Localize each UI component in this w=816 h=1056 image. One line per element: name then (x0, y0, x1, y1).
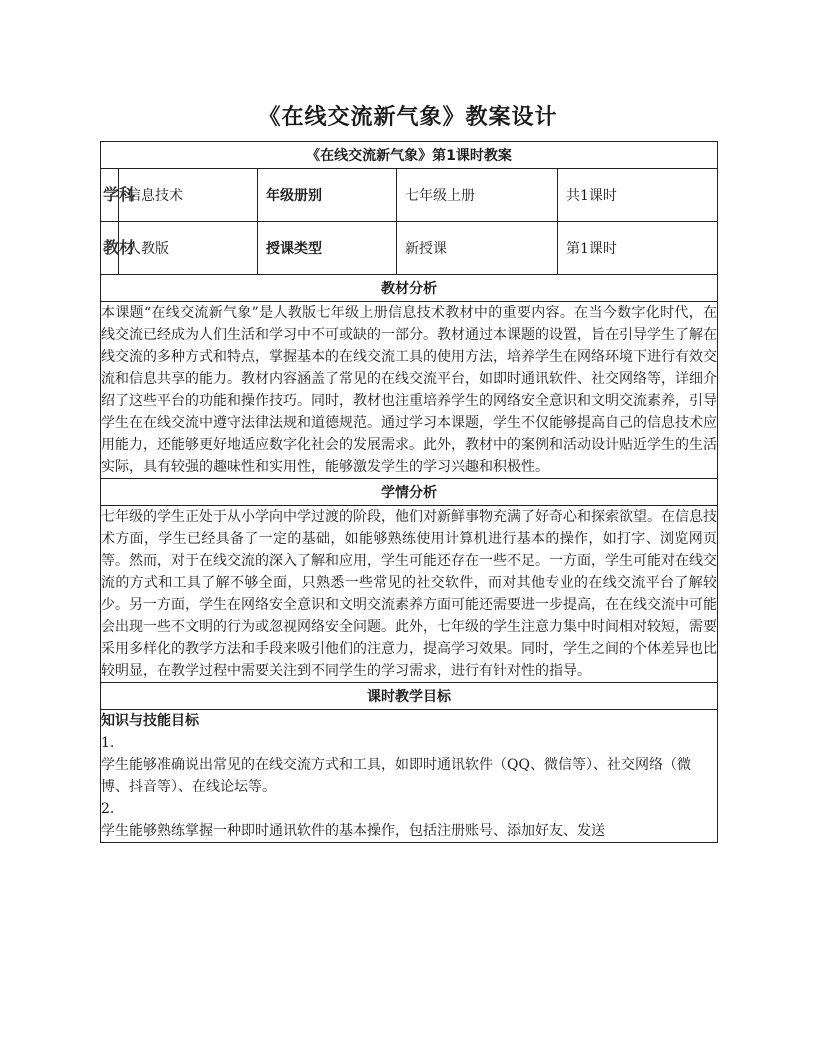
lesson-number-cell (558, 222, 718, 275)
learner-analysis-heading: 学情分析 (101, 479, 718, 506)
objectives-heading-row (101, 683, 718, 710)
lesson-header: 《在线交流新气象》第1课时教案 (101, 142, 718, 169)
objective-number: 1. (101, 735, 115, 751)
info-row-subject (101, 169, 718, 222)
grade-label: 年级册别 (266, 188, 322, 204)
learner-analysis-heading-row (101, 479, 718, 506)
objectives-body (101, 710, 718, 843)
objective-number: 2. (101, 801, 115, 817)
info-row-textbook (101, 222, 718, 275)
textbook-analysis-heading-row (101, 275, 718, 302)
grade-value-cell (397, 169, 558, 222)
textbook-analysis-row (101, 302, 718, 479)
lesson-type-value-cell (397, 222, 558, 275)
learner-analysis-body: 七年级的学生正处于从小学向中学过渡的阶段，他们对新鲜事物充满了好奇心和探索欲望。在信息技术方面，学生已经具备了一定的基础，如能够熟练使用计算机进行基本的操作，如打字、浏览网页等。然而，对于在线交流的深入了解和应用，学生可能还存在一些不足。一方面，学生可能对在线交流的方式和工具了解不够全面，只熟悉一些常见的社交软件，而对其他专业的在线交流平台了解较少。另一方面，学生在网络安全意识和文明交流素养方面可能还需要进一步提高，在在线交流中可能会出现一些不文明的行为或忽视网络安全问题。此外，七年级的学生注意力集中时间相对较短，需要采用多样化的教学方法和手段来吸引他们的注意力，提高学习效果。同时，学生之间的个体差异也比较明显，在教学过程中需要关注到不同学生的学习需求，进行有针对性的指导。 (101, 506, 718, 683)
publisher-value-cell (119, 222, 258, 275)
objectives-heading: 课时教学目标 (101, 683, 718, 710)
textbook-side-label: 教材 (101, 222, 119, 275)
objective-text: 学生能够准确说出常见的在线交流方式和工具，如即时通讯软件（QQ、微信等）、社交网络（微博、抖音等）、在线论坛等。 (101, 757, 691, 795)
knowledge-skills-heading: 知识与技能目标 (101, 713, 199, 729)
publisher-value: 人教版 (127, 241, 169, 257)
lesson-header-row (101, 142, 718, 169)
textbook-analysis-heading: 教材分析 (101, 275, 718, 302)
lesson-type-label-cell (258, 222, 397, 275)
lesson-number: 第1课时 (566, 241, 617, 257)
total-hours-cell (558, 169, 718, 222)
grade-value: 七年级上册 (405, 188, 475, 204)
lesson-plan-table (100, 141, 718, 843)
lesson-type-label: 授课类型 (266, 241, 322, 257)
lesson-type-value: 新授课 (405, 241, 447, 257)
subject-value: 信息技术 (127, 188, 183, 204)
subject-value-cell (119, 169, 258, 222)
grade-label-cell (258, 169, 397, 222)
objectives-row (101, 710, 718, 843)
textbook-analysis-body: 本课题“在线交流新气象”是人教版七年级上册信息技术教材中的重要内容。在当今数字化时代，在线交流已经成为人们生活和学习中不可或缺的一部分。教材通过本课题的设置，旨在引导学生了解在线交流的多种方式和特点，掌握基本的在线交流工具的使用方法，培养学生在网络环境下进行有效交流和信息共享的能力。教材内容涵盖了常见的在线交流平台，如即时通讯软件、社交网络等，详细介绍了这些平台的功能和操作技巧。同时，教材也注重培养学生的网络安全意识和文明交流素养，引导学生在在线交流中遵守法律法规和道德规范。通过学习本课题，学生不仅能够提高自己的信息技术应用能力，还能够更好地适应数字化社会的发展需求。此外，教材中的案例和活动设计贴近学生的生活实际，具有较强的趣味性和实用性，能够激发学生的学习兴趣和积极性。 (101, 302, 718, 479)
objective-text: 学生能够熟练掌握一种即时通讯软件的基本操作，包括注册账号、添加好友、发送 (101, 823, 605, 839)
learner-analysis-row (101, 506, 718, 683)
subject-side-label: 学科 (101, 169, 119, 222)
total-hours: 共1课时 (566, 188, 617, 204)
page-title: 《在线交流新气象》教案设计 (258, 105, 558, 130)
